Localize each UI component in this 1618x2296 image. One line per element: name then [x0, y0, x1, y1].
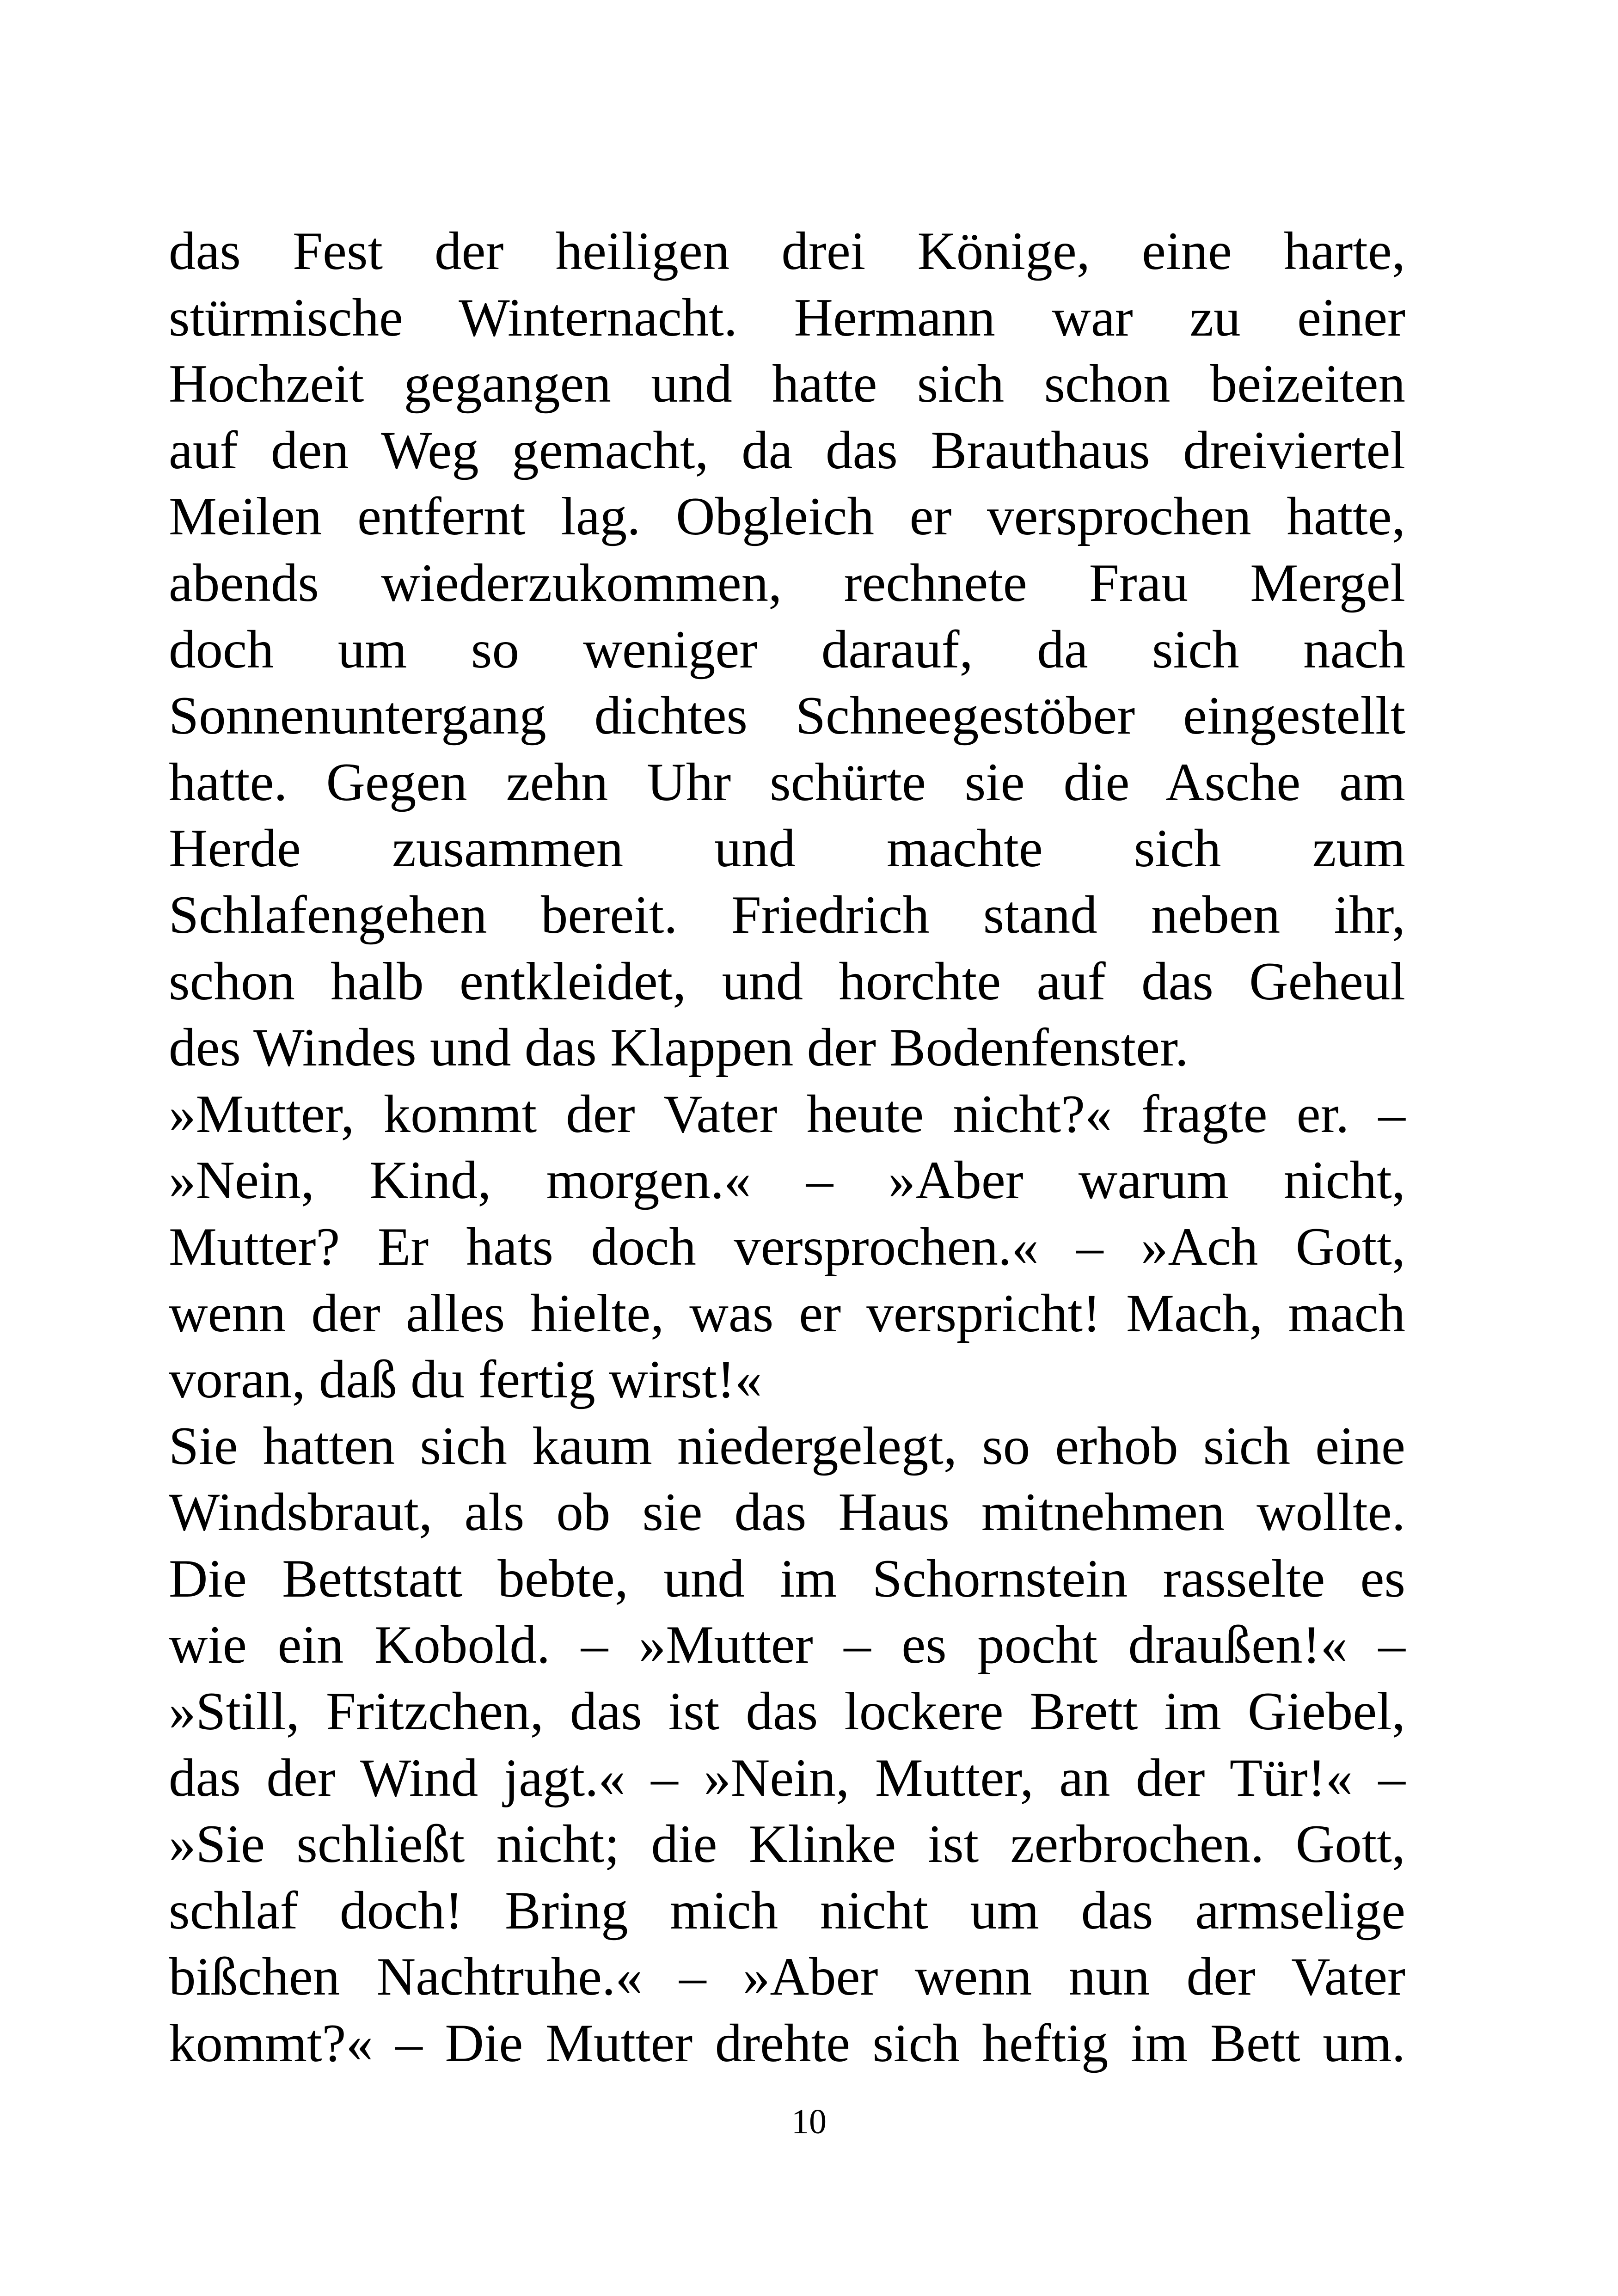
text-line: hatte. Gegen zehn Uhr schürte sie die Asche am — [169, 752, 1405, 812]
text-line: wie ein Kobold. – »Mutter – es pocht draußen!« – — [169, 1615, 1405, 1675]
text-line: stürmische Winternacht. Hermann war zu einer — [169, 288, 1405, 348]
text-line: Schlafengehen bereit. Friedrich stand neben ihr, — [169, 885, 1405, 945]
text-line: Die Bettstatt bebte, und im Schornstein rasselte es — [169, 1549, 1405, 1609]
text-line: schon halb entkleidet, und horchte auf das Geheul — [169, 951, 1405, 1011]
body-text — [169, 218, 1405, 2077]
text-line: »Sie schließt nicht; die Klinke ist zerbrochen. Gott, — [169, 1814, 1405, 1874]
text-line: Windsbraut, als ob sie das Haus mitnehmen wollte. — [169, 1482, 1405, 1543]
text-line: »Nein, Kind, morgen.« – »Aber warum nicht, — [169, 1151, 1405, 1211]
text-line: kommt?« – Die Mutter drehte sich heftig im Bett um. — [169, 2014, 1405, 2074]
text-line: des Windes und das Klappen der Bodenfenster. — [169, 1018, 1189, 1078]
text-line: Sonnenuntergang dichtes Schneegestöber eingestellt — [169, 686, 1405, 746]
text-line: Herde zusammen und machte sich zum — [169, 819, 1405, 879]
text-line: Hochzeit gegangen und hatte sich schon beizeiten — [169, 354, 1405, 414]
text-line: abends wiederzukommen, rechnete Frau Mergel — [169, 553, 1405, 613]
text-line: das Fest der heiligen drei Könige, eine harte, — [169, 221, 1405, 281]
text-line: Mutter? Er hats doch versprochen.« – »Ach Gott, — [169, 1217, 1405, 1277]
text-line: bißchen Nachtruhe.« – »Aber wenn nun der Vater — [169, 1947, 1405, 2007]
text-line: »Still, Fritzchen, das ist das lockere Brett im Giebel, — [169, 1682, 1405, 1742]
text-line: wenn der alles hielte, was er verspricht! Mach, mach — [169, 1283, 1405, 1343]
text-line: schlaf doch! Bring mich nicht um das armselige — [169, 1880, 1405, 1941]
text-line: auf den Weg gemacht, da das Brauthaus dreiviertel — [169, 420, 1405, 480]
page-number: 10 — [791, 2102, 827, 2141]
text-line: voran, daß du fertig wirst!« — [169, 1350, 762, 1410]
text-line: »Mutter, kommt der Vater heute nicht?« fragte er. – — [169, 1084, 1405, 1144]
text-line: Meilen entfernt lag. Obgleich er versprochen hatte, — [169, 487, 1405, 547]
text-line: das der Wind jagt.« – »Nein, Mutter, an der Tür!« – — [169, 1748, 1405, 1808]
text-line: Sie hatten sich kaum niedergelegt, so erhob sich eine — [169, 1416, 1405, 1476]
text-line: doch um so weniger darauf, da sich nach — [169, 619, 1405, 680]
